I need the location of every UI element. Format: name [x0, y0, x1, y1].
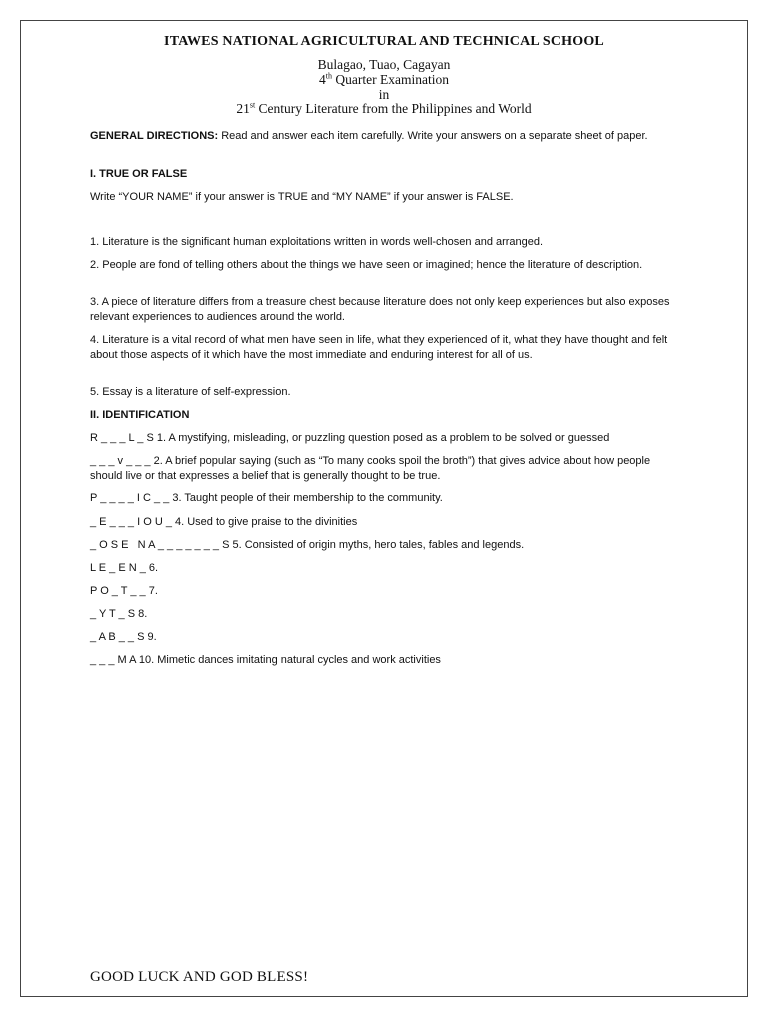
id-item-1: R _ _ _ L _ S 1. A mystifying, misleading, or puzzling question posed as a problem to be solved or guessed	[90, 432, 610, 444]
id-item-8: _ Y T _ S 8.	[90, 608, 148, 620]
part1-instruction: Write “YOUR NAME” if your answer is TRUE and “MY NAME” if your answer is FALSE.	[90, 191, 514, 203]
tf-item-3: 3. A piece of literature differs from a treasure chest because literature does not only keep experiences but also exposes relevant experiences to audiences around the world.	[90, 296, 670, 323]
id-item-3: P _ _ _ _ I C _ _ 3. Taught people of their membership to the community.	[90, 492, 443, 504]
part1-title: I. TRUE OR FALSE	[90, 168, 188, 180]
id-item-7: P O _ T _ _ 7.	[90, 585, 158, 597]
connector-in: in	[378, 87, 390, 102]
tf-item-4: 4. Literature is a vital record of what men have seen in life, what they experienced of it, what they have thought and felt about those aspects of it which have the most immediate and enduring interest for all of us.	[90, 334, 668, 361]
part2-title: II. IDENTIFICATION	[90, 409, 190, 421]
exam-title: 4th Quarter Examination	[319, 71, 449, 87]
tf-item-2: 2. People are fond of telling others about the things we have seen or imagined; hence the literature of description.	[90, 259, 643, 271]
id-item-5: _ O S E N A _ _ _ _ _ _ _ S 5. Consisted of origin myths, hero tales, fables and legends.	[90, 539, 525, 551]
id-item-10: _ _ _ M A 10. Mimetic dances imitating natural cycles and work activities	[90, 654, 441, 666]
directions-label: GENERAL DIRECTIONS:	[90, 130, 219, 142]
general-directions	[90, 129, 690, 144]
school-address: Bulagao, Tuao, Cagayan	[317, 57, 451, 72]
footer-blessing: GOOD LUCK AND GOD BLESS!	[90, 969, 309, 985]
subject-title: 21st Century Literature from the Philippines and World	[236, 100, 532, 116]
id-item-6: L E _ E N _ 6.	[90, 562, 159, 574]
directions-text: Read and answer each item carefully. Write your answers on a separate sheet of paper.	[218, 130, 648, 142]
id-item-4: _ E _ _ _ I O U _ 4. Used to give praise to the divinities	[90, 516, 358, 528]
id-item-2: _ _ _ v _ _ _ 2. A brief popular saying (such as “To many cooks spoil the broth”) that gives advice about how people should live or that expresses a belief that is generally thought to be true.	[90, 455, 651, 482]
id-item-9: _ A B _ _ S 9.	[90, 631, 157, 643]
tf-item-1: 1. Literature is the significant human exploitations written in words well-chosen and arranged.	[90, 236, 544, 248]
tf-item-5: 5. Essay is a literature of self-expression.	[90, 386, 291, 398]
school-name: ITAWES NATIONAL AGRICULTURAL AND TECHNICAL SCHOOL	[164, 34, 604, 49]
